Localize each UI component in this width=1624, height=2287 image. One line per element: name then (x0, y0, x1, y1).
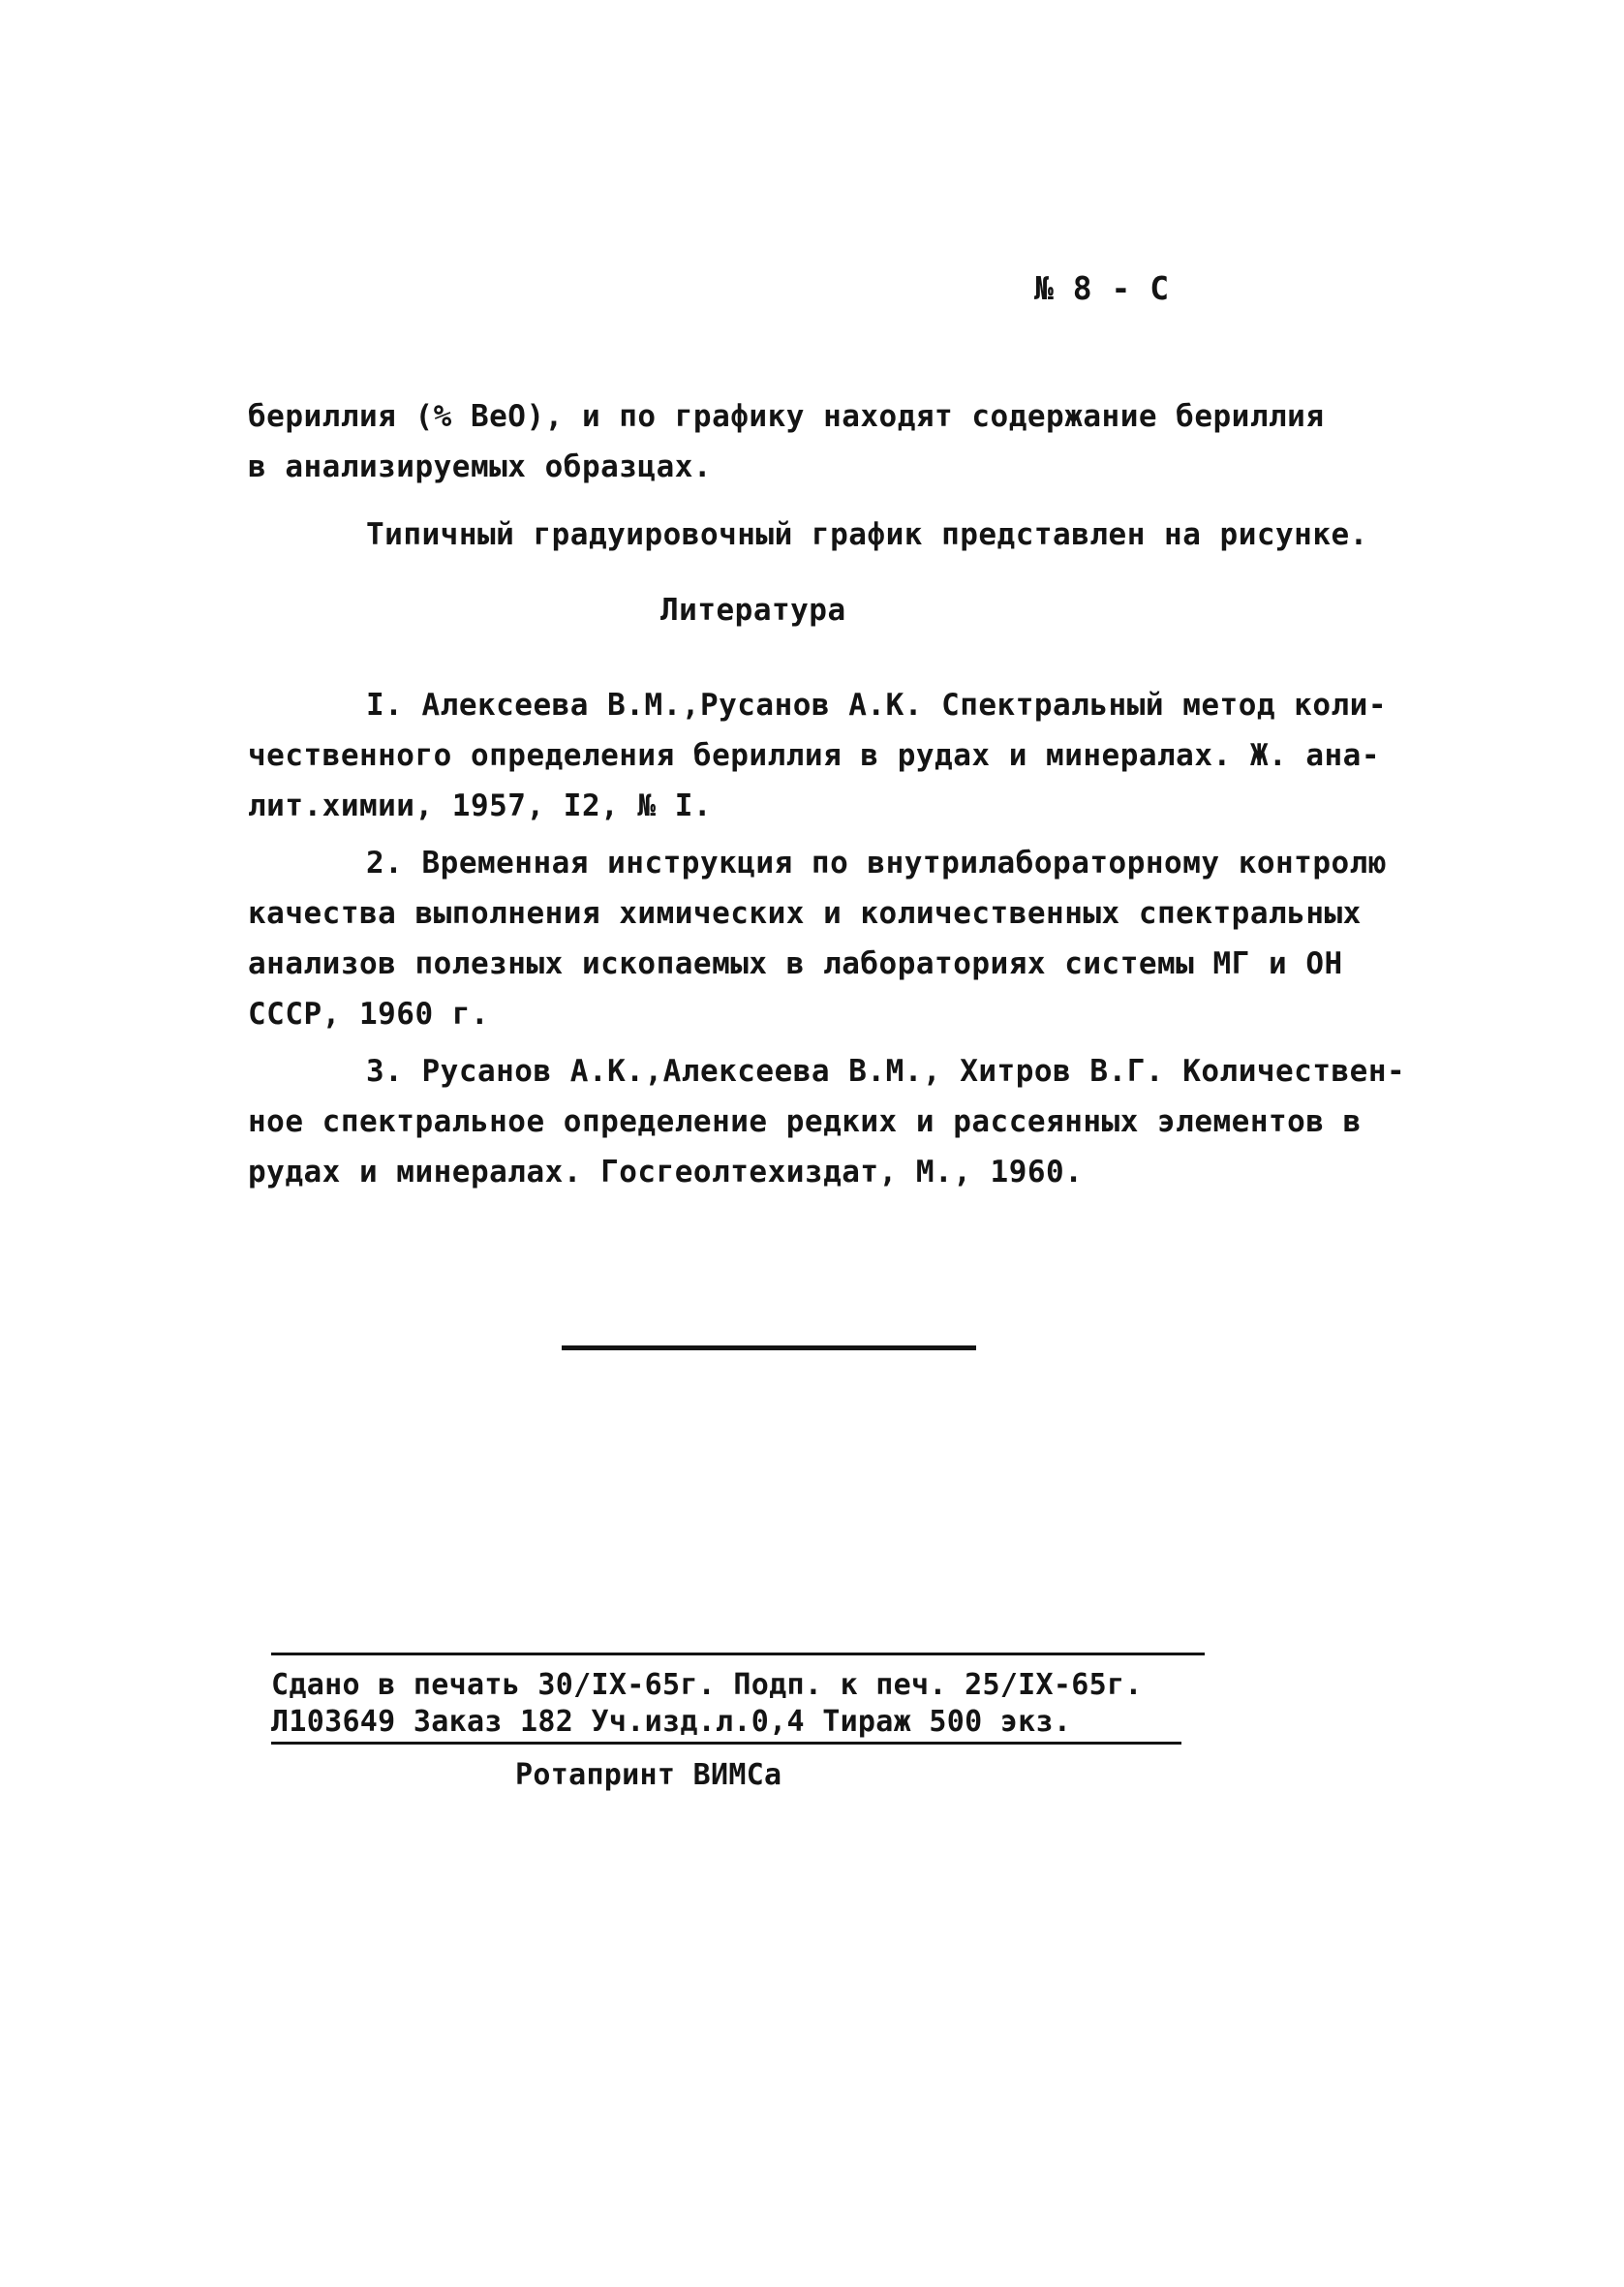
page-number: № 8 - С (1034, 269, 1170, 307)
reference-1-line-3: лит.химии, 1957, I2, № I. (248, 788, 713, 823)
reference-2-line-4: СССР, 1960 г. (248, 997, 490, 1032)
imprint-line-1: Сдано в печать 30/IX-65г. Подп. к печ. 25/IX-65г. (271, 1668, 1143, 1702)
graph-sentence: Типичный градуировочный график представлен на рисунке. (366, 517, 1368, 552)
reference-3-line-3: рудах и минералах. Госгеолтехиздат, М., 1960. (248, 1155, 1084, 1190)
end-separator-rule (562, 1345, 976, 1350)
reference-3-line-2: ное спектральное определение редких и рассеянных элементов в (248, 1104, 1362, 1139)
imprint-top-rule (271, 1653, 1205, 1655)
imprint-bottom-rule (271, 1742, 1181, 1745)
imprint-line-2: Л103649 Заказ 182 Уч.изд.л.0,4 Тираж 500 экз. (271, 1705, 1072, 1739)
reference-3-line-1: 3. Русанов А.К.,Алексеева В.М., Хитров В.Г. Количествен- (366, 1054, 1406, 1089)
paragraph-line: бериллия (% BeO), и по графику находят содержание бериллия (248, 399, 1325, 434)
reference-2-line-3: анализов полезных ископаемых в лабораториях системы МГ и ОН (248, 946, 1343, 981)
literature-heading: Литература (660, 593, 846, 628)
reference-2-line-2: качества выполнения химических и количественных спектральных (248, 896, 1362, 931)
paragraph-line: в анализируемых образцах. (248, 449, 713, 484)
reference-1-line-2: чественного определения бериллия в рудах и минералах. Ж. ана- (248, 738, 1380, 773)
imprint-line-3: Ротапринт ВИМСа (515, 1758, 782, 1792)
reference-2-line-1: 2. Временная инструкция по внутрилабораторному контролю (366, 846, 1387, 881)
reference-1-line-1: I. Алексеева В.М.,Русанов А.К. Спектральный метод коли- (366, 688, 1387, 723)
